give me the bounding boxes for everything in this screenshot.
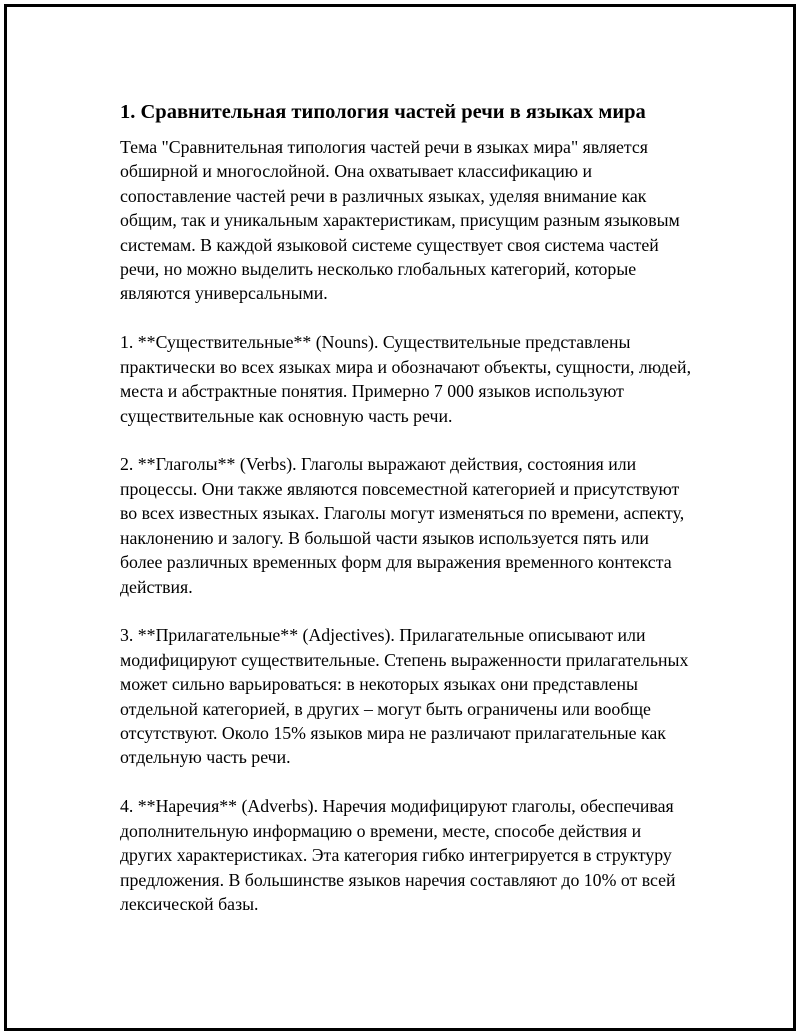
verbs-paragraph: 2. **Глаголы** (Verbs). Глаголы выражают действия, состояния или процессы. Они также являются повсеместной категорией и присутствуют во всех известных языках. Глаголы могут изменяться по времени, аспекту, наклонению и залогу. В большой части языков используется пять или более различных временных форм для выражения временного контекста действия. — [120, 454, 685, 597]
adjectives-paragraph: 3. **Прилагательные** (Adjectives). Прилагательные описывают или модифицируют существительные. Степень выраженности прилагательных может сильно варьироваться: в некоторых языках они представлены отдельной категорией, в других – могут быть ограничены или вообще отсутствуют. Около 15% языков мира не различают прилагательные как отдельную часть речи. — [120, 625, 689, 768]
intro-paragraph: Тема "Сравнительная типология частей речи в языках мира" является обширной и многослойной. Она охватывает классификацию и сопоставление частей речи в различных языках, уделяя внимание как общим, так и уникальным характеристикам, присущим разным языковым системам. В каждой языковой системе существует своя система частей речи, но можно выделить несколько глобальных категорий, которые являются универсальными. — [120, 137, 680, 304]
adverbs-paragraph: 4. **Наречия** (Adverbs). Наречия модифицируют глаголы, обеспечивая дополнительную информацию о времени, месте, способе действия и других характеристиках. Эта категория гибко интегрируется в структуру предложения. В большинстве языков наречия составляют до 10% от всей лексической базы. — [120, 796, 676, 914]
page-frame — [4, 4, 796, 1031]
document-body — [120, 97, 695, 941]
nouns-paragraph: 1. **Существительные** (Nouns). Существительные представлены практически во всех языках мира и обозначают объекты, сущности, людей, места и абстрактные понятия. Примерно 7 000 языков используют существительные как основную часть речи. — [120, 332, 692, 426]
section-heading: 1. Сравнительная типология частей речи в языках мира — [120, 101, 646, 123]
